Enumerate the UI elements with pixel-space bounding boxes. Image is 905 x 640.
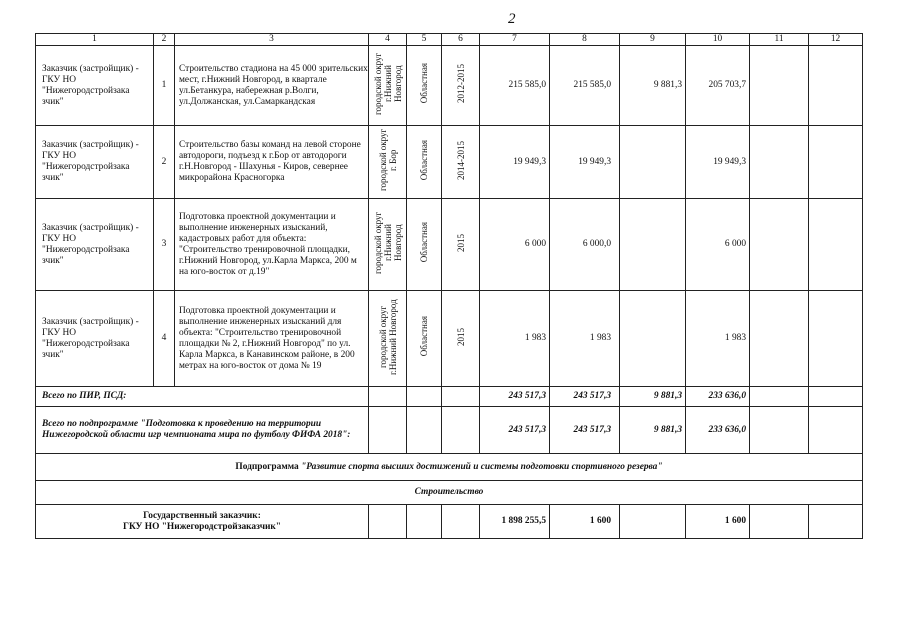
total-pir-col9: 9 881,3 xyxy=(620,387,686,407)
subprogram-title-row xyxy=(36,454,863,481)
budget-text: Областная xyxy=(419,139,429,181)
empty-cell xyxy=(369,407,407,454)
state-customer-line2: ГКУ НО "Нижегородстройзаказчик" xyxy=(122,521,281,532)
col12-cell xyxy=(809,46,863,126)
col9-cell xyxy=(620,126,686,199)
empty-cell xyxy=(750,407,809,454)
state-customer-col7: 1 898 255,5 xyxy=(480,505,550,539)
col7-cell: 215 585,0 xyxy=(480,46,550,126)
location-text: городской округ г.Нижний Новгород xyxy=(377,298,398,375)
table-row xyxy=(36,199,863,291)
total-subprogram-col9: 9 881,3 xyxy=(620,407,686,454)
header-cell: 2 xyxy=(154,34,175,46)
state-customer-col10: 1 600 xyxy=(686,505,750,539)
location-text: городской округ г.Нижний Новгород xyxy=(372,52,403,115)
header-cell: 1 xyxy=(36,34,154,46)
total-pir-col8: 243 517,3 xyxy=(550,387,620,407)
table-row xyxy=(36,291,863,387)
years-text: 2012-2015 xyxy=(455,64,466,103)
location-cell xyxy=(369,126,407,199)
budget-cell xyxy=(407,291,442,387)
empty-cell xyxy=(809,407,863,454)
col10-cell: 6 000 xyxy=(686,199,750,291)
header-cell: 4 xyxy=(369,34,407,46)
empty-cell xyxy=(750,387,809,407)
subprogram-title xyxy=(36,454,863,481)
empty-cell xyxy=(407,407,442,454)
header-cell: 9 xyxy=(620,34,686,46)
header-cell: 5 xyxy=(407,34,442,46)
total-subprogram-col10: 233 636,0 xyxy=(686,407,750,454)
section-title: Строительство xyxy=(36,481,863,505)
empty-cell xyxy=(750,505,809,539)
empty-cell xyxy=(442,387,480,407)
empty-cell xyxy=(369,505,407,539)
budget-cell xyxy=(407,46,442,126)
col11-cell xyxy=(750,126,809,199)
empty-cell xyxy=(407,387,442,407)
state-customer-row xyxy=(36,505,863,539)
row-number-cell: 2 xyxy=(154,126,175,199)
budget-text: Областная xyxy=(419,222,429,263)
empty-cell xyxy=(369,387,407,407)
location-cell xyxy=(369,46,407,126)
empty-cell xyxy=(809,387,863,407)
subprogram-title-name: "Развитие спорта высших достижений и системы подготовки спортивного резерва" xyxy=(301,461,663,472)
years-cell xyxy=(442,126,480,199)
col11-cell xyxy=(750,291,809,387)
section-title-row xyxy=(36,481,863,505)
col12-cell xyxy=(809,291,863,387)
years-cell xyxy=(442,46,480,126)
col8-cell: 19 949,3 xyxy=(550,126,620,199)
state-customer-line1: Государственный заказчик: xyxy=(143,510,261,521)
customer-cell: Заказчик (застройщик) - ГКУ НО "Нижегородстройзака зчик" xyxy=(36,126,154,199)
object-cell: Подготовка проектной документации и выполнение инженерных изысканий для объекта: "Строительство тренировочной площадки № 2, г.Нижний Новгород" по ул. Карла Маркса, в Канавинском районе, в 200 метрах на юго-восток от дома № 19 xyxy=(175,291,369,387)
header-cell: 7 xyxy=(480,34,550,46)
years-text: 2015 xyxy=(455,327,466,346)
state-customer-col9 xyxy=(620,505,686,539)
header-cell: 11 xyxy=(750,34,809,46)
header-cell: 3 xyxy=(175,34,369,46)
col7-cell: 19 949,3 xyxy=(480,126,550,199)
column-number-header xyxy=(36,34,863,46)
total-subprogram-row xyxy=(36,407,863,454)
total-pir-col10: 233 636,0 xyxy=(686,387,750,407)
total-subprogram-col7: 243 517,3 xyxy=(480,407,550,454)
col11-cell xyxy=(750,199,809,291)
budget-text: Областная xyxy=(419,316,429,357)
col10-cell: 205 703,7 xyxy=(686,46,750,126)
col10-cell: 1 983 xyxy=(686,291,750,387)
header-cell: 12 xyxy=(809,34,863,46)
col8-cell: 1 983 xyxy=(550,291,620,387)
empty-cell xyxy=(442,505,480,539)
col8-cell: 6 000,0 xyxy=(550,199,620,291)
header-cell: 8 xyxy=(550,34,620,46)
total-pir-col7: 243 517,3 xyxy=(480,387,550,407)
table-row xyxy=(36,126,863,199)
page-number: 2 xyxy=(508,11,516,27)
customer-cell: Заказчик (застройщик) - ГКУ НО "Нижегородстройзака зчик" xyxy=(36,199,154,291)
col12-cell xyxy=(809,199,863,291)
object-cell: Строительство базы команд на левой стороне автодороги, подъезд к г.Бор от автодороги г.Н.Новгород - Шахунья - Киров, севернее микрорайона Красногорка xyxy=(175,126,369,199)
object-cell: Подготовка проектной документации и выполнение инженерных изысканий, кадастровых работ для объекта: "Строительство тренировочной площадки, г.Нижний Новгород, ул.Карла Маркса, 200 м на юго-восток от д.19" xyxy=(175,199,369,291)
years-cell xyxy=(442,199,480,291)
years-cell xyxy=(442,291,480,387)
total-subprogram-col8: 243 517,3 xyxy=(550,407,620,454)
col11-cell xyxy=(750,46,809,126)
budget-cell xyxy=(407,199,442,291)
col9-cell: 9 881,3 xyxy=(620,46,686,126)
customer-cell: Заказчик (застройщик) - ГКУ НО "Нижегородстройзака зчик" xyxy=(36,291,154,387)
program-table xyxy=(35,33,863,539)
object-cell: Строительство стадиона на 45 000 зрительских мест, г.Нижний Новгород, в квартале ул.Бетанкура, набережная р.Волги, ул.Должанская, ул.Самаркандская xyxy=(175,46,369,126)
header-cell: 6 xyxy=(442,34,480,46)
empty-cell xyxy=(442,407,480,454)
total-pir-row xyxy=(36,387,863,407)
empty-cell xyxy=(809,505,863,539)
col9-cell xyxy=(620,291,686,387)
state-customer-label xyxy=(36,505,369,539)
col12-cell xyxy=(809,126,863,199)
years-text: 2015 xyxy=(455,233,466,252)
total-pir-label: Всего по ПИР, ПСД: xyxy=(36,387,369,407)
budget-cell xyxy=(407,126,442,199)
row-number-cell: 3 xyxy=(154,199,175,291)
table-row xyxy=(36,46,863,126)
col7-cell: 6 000 xyxy=(480,199,550,291)
empty-cell xyxy=(407,505,442,539)
customer-cell: Заказчик (застройщик) - ГКУ НО "Нижегородстройзака зчик" xyxy=(36,46,154,126)
total-subprogram-label: Всего по подпрограмме "Подготовка к проведению на территории Нижегородской области игр чемпионата мира по футболу ФИФА 2018": xyxy=(36,407,369,454)
budget-text: Областная xyxy=(419,63,429,104)
location-text: городской округ г.Нижний Новгород xyxy=(372,211,403,274)
location-cell xyxy=(369,199,407,291)
state-customer-col8: 1 600 xyxy=(550,505,620,539)
location-cell xyxy=(369,291,407,387)
years-text: 2014-2015 xyxy=(455,140,466,180)
col9-cell xyxy=(620,199,686,291)
row-number-cell: 4 xyxy=(154,291,175,387)
row-number-cell: 1 xyxy=(154,46,175,126)
col7-cell: 1 983 xyxy=(480,291,550,387)
col8-cell: 215 585,0 xyxy=(550,46,620,126)
subprogram-title-prefix: Подпрограмма xyxy=(235,461,299,472)
col10-cell: 19 949,3 xyxy=(686,126,750,199)
location-text: городской округ г. Бор xyxy=(377,128,398,192)
header-cell: 10 xyxy=(686,34,750,46)
